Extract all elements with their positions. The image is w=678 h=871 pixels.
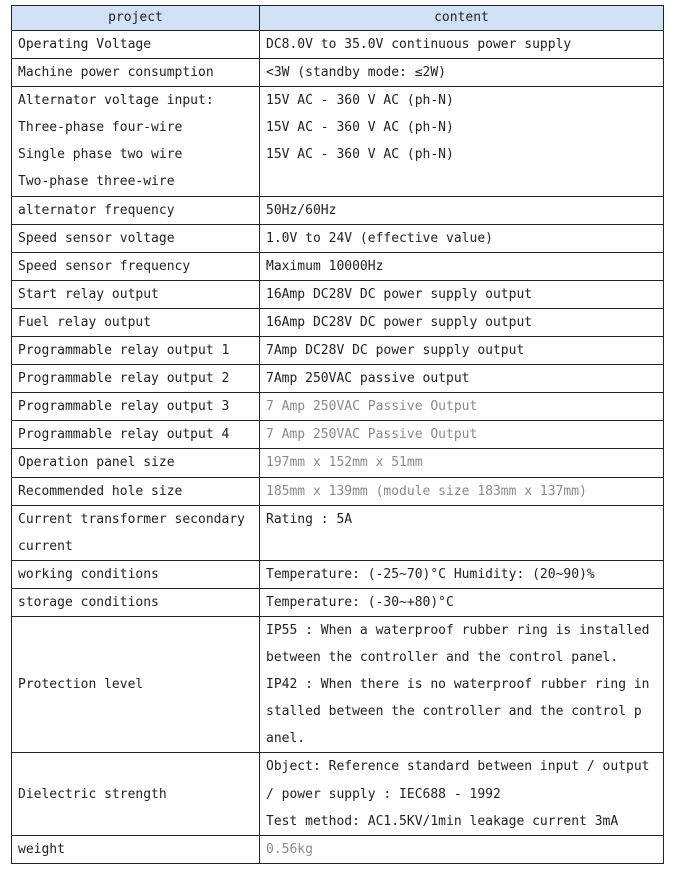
header-project: project (12, 6, 260, 31)
table-row (12, 449, 664, 477)
value-line: IP55 : When a waterproof rubber ring is installed (266, 622, 650, 638)
value-line (266, 533, 663, 560)
value-line (266, 168, 663, 195)
table-row (12, 196, 664, 224)
row-label: Operating Voltage (12, 31, 260, 59)
value-line: Test method: AC1.5KV/1min leakage current 3mA (266, 813, 619, 829)
label-line: Two-phase three-wire (18, 174, 175, 190)
row-value: 50Hz/60Hz (260, 196, 664, 224)
table-row (12, 337, 664, 365)
table-row (12, 588, 664, 616)
table-row (12, 365, 664, 393)
value-line: 15V AC - 360 V AC (ph-N) (266, 93, 454, 109)
table-row (12, 616, 664, 752)
row-label: Machine power consumption (12, 59, 260, 87)
row-value (260, 616, 664, 752)
value-line: / power supply : IEC688 - 1992 (266, 786, 501, 802)
row-label: Fuel relay output (12, 308, 260, 336)
row-label (12, 87, 260, 196)
table-row (12, 252, 664, 280)
row-label: Speed sensor frequency (12, 252, 260, 280)
row-value (260, 87, 664, 196)
row-label (12, 505, 260, 560)
row-label: storage conditions (12, 588, 260, 616)
table-header-row (12, 6, 664, 31)
row-label: Protection level (12, 616, 260, 752)
table-row (12, 753, 664, 835)
row-label: Recommended hole size (12, 477, 260, 505)
table-row (12, 308, 664, 336)
row-label: Operation panel size (12, 449, 260, 477)
row-value: 7 Amp 250VAC Passive Output (260, 421, 664, 449)
row-value: 7Amp 250VAC passive output (260, 365, 664, 393)
row-value: 0.56kg (260, 835, 664, 863)
row-label: Programmable relay output 1 (12, 337, 260, 365)
row-value: 7Amp DC28V DC power supply output (260, 337, 664, 365)
specification-table (11, 5, 664, 864)
row-value: DC8.0V to 35.0V continuous power supply (260, 31, 664, 59)
row-value: Temperature: (-30~+80)°C (260, 588, 664, 616)
row-label: alternator frequency (12, 196, 260, 224)
table-row (12, 560, 664, 588)
value-line: 15V AC - 360 V AC (ph-N) (266, 120, 454, 136)
row-label: Speed sensor voltage (12, 224, 260, 252)
row-label: weight (12, 835, 260, 863)
row-label: working conditions (12, 560, 260, 588)
table-row (12, 31, 664, 59)
table-row (12, 421, 664, 449)
table-row (12, 224, 664, 252)
table-row (12, 87, 664, 196)
table-row (12, 393, 664, 421)
value-line: between the controller and the control panel. (266, 650, 619, 666)
row-value: Temperature: (-25~70)°C Humidity: (20~90)% (260, 560, 664, 588)
row-value: <3W (standby mode: ≤2W) (260, 59, 664, 87)
value-line: IP42 : When there is no waterproof rubber ring in (266, 677, 650, 693)
row-label: Programmable relay output 2 (12, 365, 260, 393)
row-value: 185mm x 139mm (module size 183mm x 137mm) (260, 477, 664, 505)
label-line: Alternator voltage input: (18, 93, 214, 109)
header-content: content (260, 6, 664, 31)
table-row (12, 835, 664, 863)
row-value: 197mm x 152mm x 51mm (260, 449, 664, 477)
value-line: 15V AC - 360 V AC (ph-N) (266, 147, 454, 163)
row-label: Start relay output (12, 280, 260, 308)
row-value: 16Amp DC28V DC power supply output (260, 280, 664, 308)
table-row (12, 505, 664, 560)
table-row (12, 59, 664, 87)
label-line: Single phase two wire (18, 147, 183, 163)
value-line: Rating : 5A (266, 511, 353, 527)
row-value: 16Amp DC28V DC power supply output (260, 308, 664, 336)
label-line: Current transformer secondary (18, 511, 245, 527)
row-value (260, 505, 664, 560)
value-line: anel. (266, 731, 306, 747)
value-line: stalled between the controller and the control p (266, 704, 642, 720)
row-value: 7 Amp 250VAC Passive Output (260, 393, 664, 421)
table-row (12, 477, 664, 505)
row-value: 1.0V to 24V (effective value) (260, 224, 664, 252)
row-label: Programmable relay output 4 (12, 421, 260, 449)
value-line: Object: Reference standard between input / output (266, 759, 650, 775)
row-label: Programmable relay output 3 (12, 393, 260, 421)
row-value: Maximum 10000Hz (260, 252, 664, 280)
label-line: current (18, 538, 73, 554)
table-row (12, 280, 664, 308)
row-value (260, 753, 664, 835)
row-label: Dielectric strength (12, 753, 260, 835)
label-line: Three-phase four-wire (18, 120, 183, 136)
